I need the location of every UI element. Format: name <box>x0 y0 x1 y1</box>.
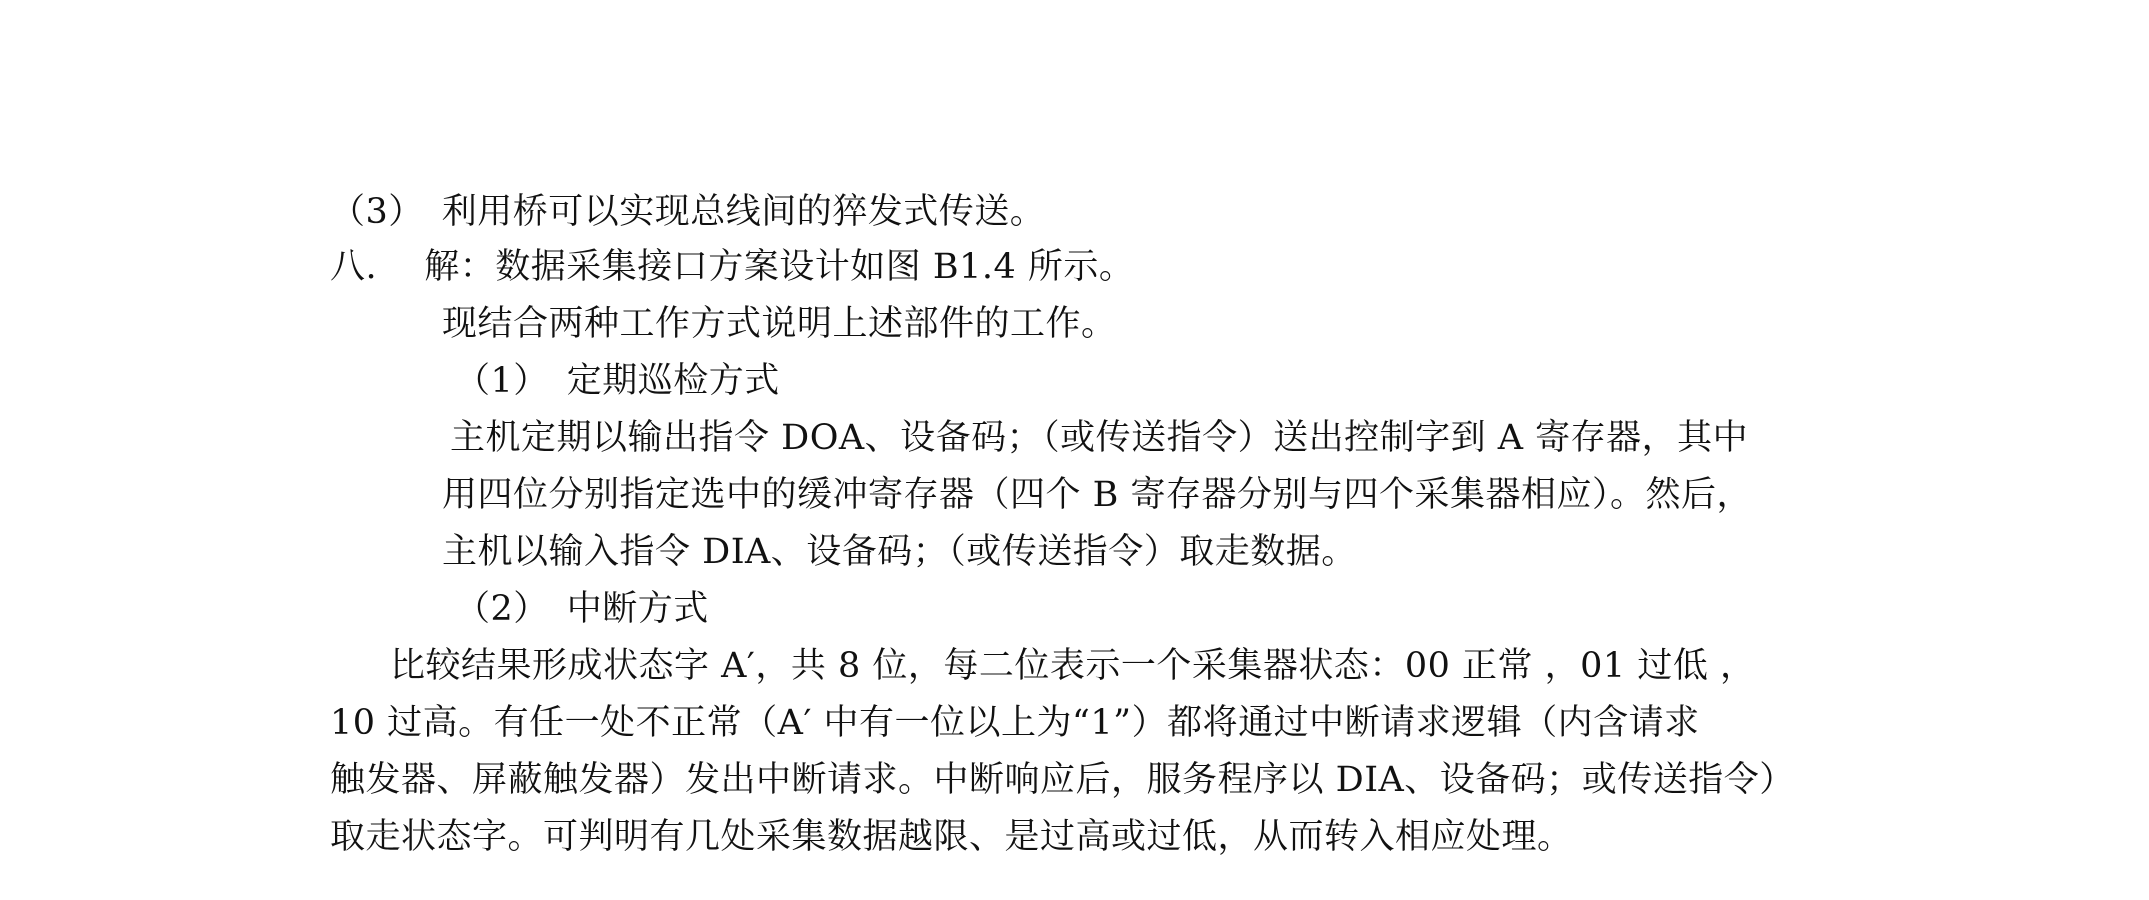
text-line-mode-1-heading: （1） 定期巡检方式 <box>455 361 780 401</box>
text-line-section-8-heading: 八. 解：数据采集接口方案设计如图 B1.4 所示。 <box>330 247 1135 287</box>
text-line-mode-1-body-2: 用四位分别指定选中的缓冲寄存器（四个 B 寄存器分别与四个采集器相应）。然后， <box>442 475 1752 515</box>
text-line-mode-2-body-4: 取走状态字。可判明有几处采集数据越限、是过高或过低，从而转入相应处理。 <box>330 817 1573 857</box>
text-line-mode-1-body-1: 主机定期以输出指令 DOA、设备码；（或传送指令）送出控制字到 A 寄存器，其中 <box>450 418 1749 458</box>
text-line-item-3: （3） 利用桥可以实现总线间的猝发式传送。 <box>330 192 1046 232</box>
text-line-intro: 现结合两种工作方式说明上述部件的工作。 <box>442 304 1117 344</box>
text-line-mode-2-body-2: 10 过高。有任一处不正常（A′ 中有一位以上为“1”）都将通过中断请求逻辑（内含请求 <box>330 703 1700 743</box>
text-line-mode-1-body-3: 主机以输入指令 DIA、设备码；（或传送指令）取走数据。 <box>442 532 1357 572</box>
text-line-mode-2-heading: （2） 中断方式 <box>455 589 709 629</box>
text-line-mode-2-body-3: 触发器、屏蔽触发器）发出中断请求。中断响应后，服务程序以 DIA、设备码；或传送指令） <box>330 760 1795 800</box>
text-line-mode-2-body-1: 比较结果形成状态字 A′，共 8 位，每二位表示一个采集器状态：00 正常 ，01 过低 ， <box>390 646 1756 686</box>
